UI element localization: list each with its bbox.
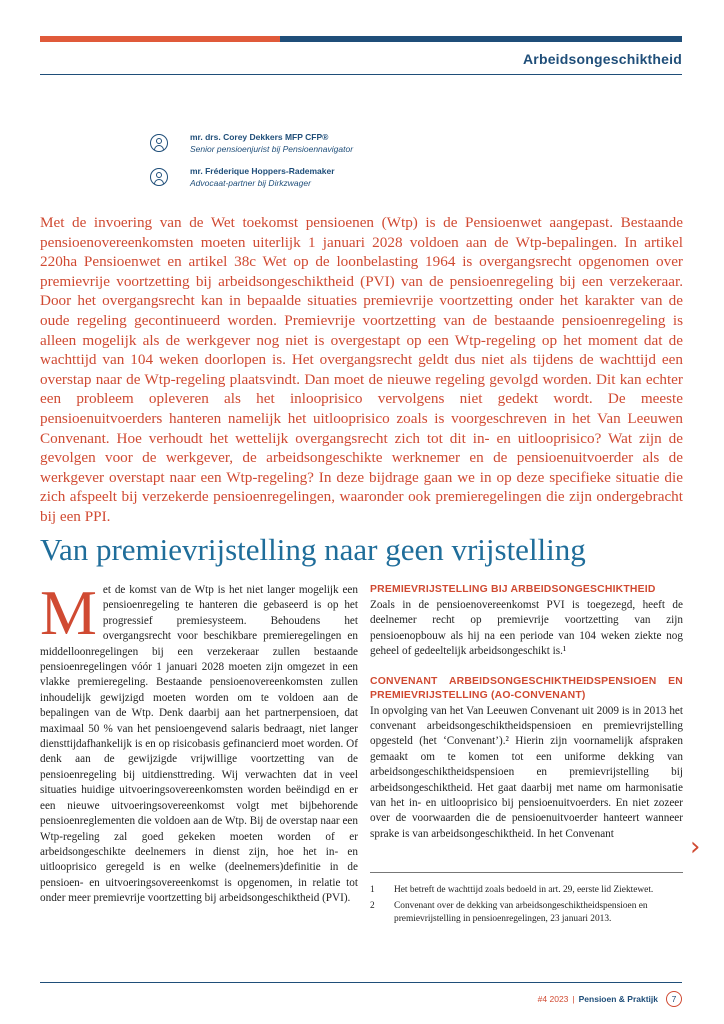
footnote	[370, 884, 683, 897]
footnote-text: Het betreft de wachttijd zoals bedoeld in art. 29, eerste lid Ziektewet.	[394, 885, 654, 895]
subheading: PREMIEVRIJSTELLING BIJ ARBEIDSONGESCHIKTHEID	[370, 584, 656, 595]
footer-divider	[40, 982, 682, 983]
author-1	[150, 131, 353, 155]
footnotes	[370, 884, 683, 929]
body-text: et de komst van de Wtp is het niet langer mogelijk een pensioenregeling te hanteren die gebaseerd is op het progressief premiesysteem. Behoudens het overgangsrecht voor beschikbare premieregelingen en middelloonregelingen bij een verzekeraar zullen bestaande pensioenregelingen vóór 1 januari 2028 moeten zijn omgezet in een vlakke premieregeling. Bestaande pensioenovereenkomsten zullen inhoudelijk gewijzigd moeten worden om te voldoen aan de bepalingen van de Wtp. Denk daarbij aan het partnerpensioen, dat maximaal 50 % van het pensioengevend salaris bedraagt, niet langer diensttijdafhankelijk is en op risicobasis gefinancierd moet worden. Of denk aan de gewijzigde vrijwillige voortzetting van de pensioenregeling bij uitdiensttreding. Wij verwachten dat in veel situaties huidige uitvoeringsovereenkomsten worden beëindigd en er een nieuwe uitvoeringsovereenkomst volgt met bijbehorende pensioenreglementen die voldoen aan de Wtp. Bij de overstap naar een Wtp-regeling zal goed gekeken moeten worden of er arbeidsongeschikte deelnemers in dienst zijn, hoe het in- en uitlooprisico geregeld is en welke (deelnemers)definitie in de pensioen- en uitvoeringsovereenkomst is opgenomen, in relatie tot onder meer premievrije voortzetting bij arbeidsongeschiktheid (PVI).	[40, 584, 358, 905]
footnote-number: 2	[370, 901, 375, 911]
page-number: 7	[666, 991, 682, 1007]
author-name: mr. drs. Corey Dekkers MFP CFP®	[190, 132, 329, 142]
footnote-divider	[370, 872, 683, 873]
body-column-left	[40, 577, 358, 907]
author-role: Senior pensioenjurist bij Pensioennavigator	[190, 144, 354, 154]
body-column-right	[370, 583, 683, 842]
person-icon	[150, 168, 168, 186]
footnote	[370, 900, 683, 926]
author-name: mr. Fréderique Hoppers-Rademaker	[190, 166, 335, 176]
body-paragraph: In opvolging van het Van Leeuwen Convenant uit 2009 is in 2013 het convenant arbeidsongeschiktheidspensioen en premievrijstelling opgesteld (het ‘Convenant’).² Hierin zijn voornamelijk afspraken gemaakt om te komen tot een uniforme dekking van arbeidsongeschiktheidspensioen en premievrijstelling bij arbeidsongeschiktheid. Het gaat daarbij met name om harmonisatie van het in- en uitlooprisico bij pensioenuitvoerders. En niet zozeer over de voorwaarden die de pensioenuitvoerder hanteert wanneer sprake is van arbeidsongeschiktheid. In het Convenant	[370, 704, 683, 840]
author-2	[150, 165, 335, 189]
body-paragraph	[40, 577, 358, 907]
issue-label: #4 2023	[537, 994, 569, 1004]
footnote-text: Convenant over de dekking van arbeidsongeschiktheidspensioen en premievrijstelling in pensioenregelingen, 23 januari 2013.	[394, 901, 648, 924]
intro-paragraph: Met de invoering van de Wet toekomst pensioenen (Wtp) is de Pensioenwet aangepast. Bestaande pensioenovereenkomsten moeten uiterlijk 1 januari 2028 voldoen aan de Wtp-bepalingen. In artikel 220ha Pensioenwet en artikel 38c Wet op de loonbelasting 1964 is overgangsrecht opgenomen over premievrije voortzetting bij arbeidsongeschiktheid (PVI) van de pensioenregeling bij een verzekeraar. Door het overgangsrecht kan in bepaalde situaties premievrije voortzetting onder het karakter van de oude regeling gecontinueerd worden. Premievrije voortzetting van de bestaande pensioenregeling is alleen mogelijk als de werkgever nog niet is overgestapt op een Wtp-regeling op het moment dat de wachttijd van 104 weken doorlopen is. Het overgangsrecht geldt dus niet als tijdens de wachttijd een overstap naar de Wtp-regeling plaatsvindt. Dan moet de nieuwe regeling gevolgd worden. Dit kan echter een probleem opleveren als het inlooprisico vervolgens niet gedekt wordt. De meeste pensioenuitvoerders hanteren namelijk het uitlooprisico zoals is voorgeschreven in het Van Leeuwen Convenant. Hoe verhoudt het wettelijk overgangsrecht zich tot dit in- en uitlooprisico? Wat zijn de gevolgen voor de werkgever, de arbeidsongeschikte werknemer en de pensioenuitvoerder als de werkgever overstapt naar een Wtp-regeling? In deze bijdrage gaan we in op deze specifieke situatie die zich afspeelt bij verzekerde pensioenregelingen, waaronder ook premieregelingen die zijn ondergebracht bij een PPI.	[40, 214, 683, 525]
footer-separator: |	[572, 994, 575, 1004]
subheading: CONVENANT ARBEIDSONGESCHIKTHEIDSPENSIOEN EN PREMIEVRIJSTELLING (AO-CONVENANT)	[370, 675, 683, 701]
body-paragraph: Zoals in de pensioenovereenkomst PVI is toegezegd, heeft de deelnemer recht op premievrije voortzetting van zijn pensioenopbouw als hij na een periode van 104 weken ziekte nog geheel of gedeeltelijk arbeidsongeschikt is.¹	[370, 599, 683, 658]
section-title: Arbeidsongeschiktheid	[522, 51, 682, 67]
header-bar	[40, 36, 682, 42]
drop-cap: M	[40, 577, 97, 648]
footnote-number: 1	[370, 885, 375, 895]
header-bar-accent	[40, 36, 280, 42]
author-role: Advocaat-partner bij Dirkzwager	[190, 178, 311, 188]
publication-name: Pensioen & Praktijk	[578, 994, 658, 1004]
article-headline: Van premievrijstelling naar geen vrijstelling	[40, 532, 586, 567]
chevron-right-icon[interactable]: ›	[690, 832, 701, 862]
person-icon	[150, 134, 168, 152]
header-divider	[40, 74, 682, 75]
page-footer	[538, 991, 682, 1007]
